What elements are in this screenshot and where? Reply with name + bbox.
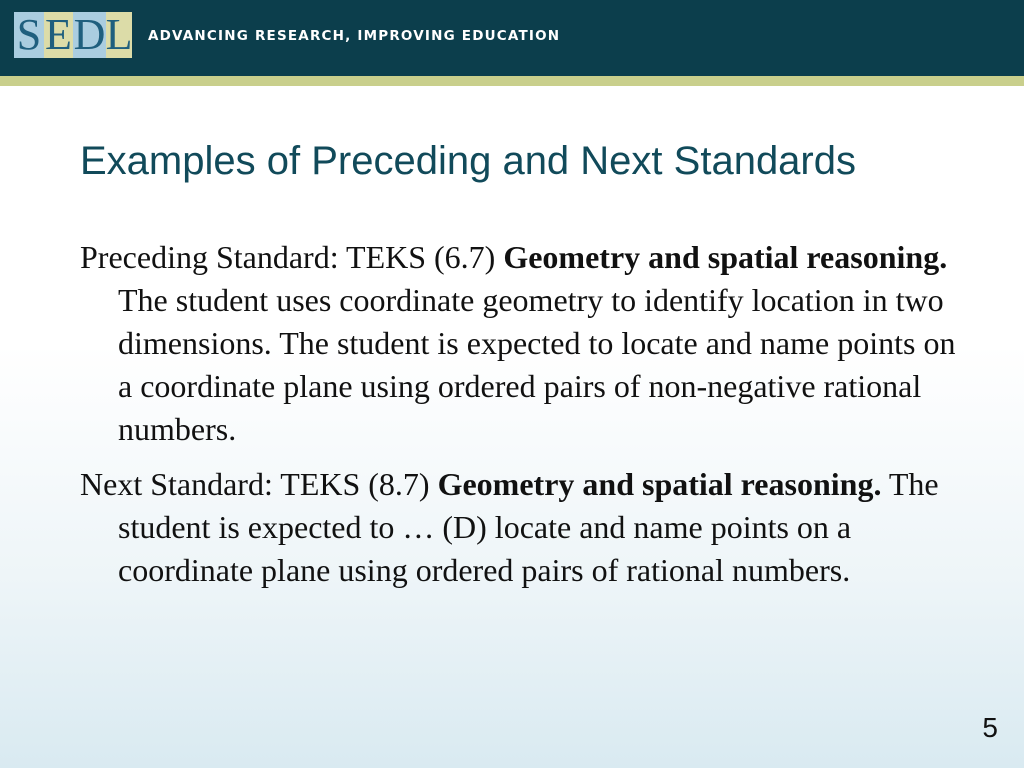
sedl-logo bbox=[14, 12, 132, 58]
next-standard-text: The student is expected to … (D) locate and name points on a coordinate plane using ordered pairs of rational numbers. bbox=[118, 466, 939, 588]
logo-letter-l: L bbox=[105, 10, 133, 59]
next-standard-lead: Next Standard: TEKS (8.7) bbox=[80, 466, 438, 502]
slide-content bbox=[80, 236, 960, 604]
preceding-standard-strand: Geometry and spatial reasoning. bbox=[503, 239, 948, 275]
header-tagline: ADVANCING RESEARCH, IMPROVING EDUCATION bbox=[148, 28, 561, 44]
header-accent-stripe bbox=[0, 76, 1024, 86]
page-number: 5 bbox=[982, 712, 998, 743]
header-bar bbox=[0, 0, 1024, 76]
preceding-standard-text: The student uses coordinate geometry to identify location in two dimensions. The student is expected to locate and name points on a coordinate plane using ordered pairs of non-negative rational numbers. bbox=[118, 282, 956, 447]
logo-letter-d: D bbox=[73, 10, 106, 59]
preceding-standard-paragraph bbox=[80, 236, 960, 451]
next-standard-paragraph bbox=[80, 463, 960, 592]
next-standard-strand: Geometry and spatial reasoning. bbox=[437, 466, 882, 502]
logo-letter-e: E bbox=[45, 10, 72, 59]
preceding-standard-lead: Preceding Standard: TEKS (6.7) bbox=[80, 239, 504, 275]
slide-title: Examples of Preceding and Next Standards bbox=[80, 139, 856, 183]
logo-letter-s: S bbox=[14, 12, 44, 58]
